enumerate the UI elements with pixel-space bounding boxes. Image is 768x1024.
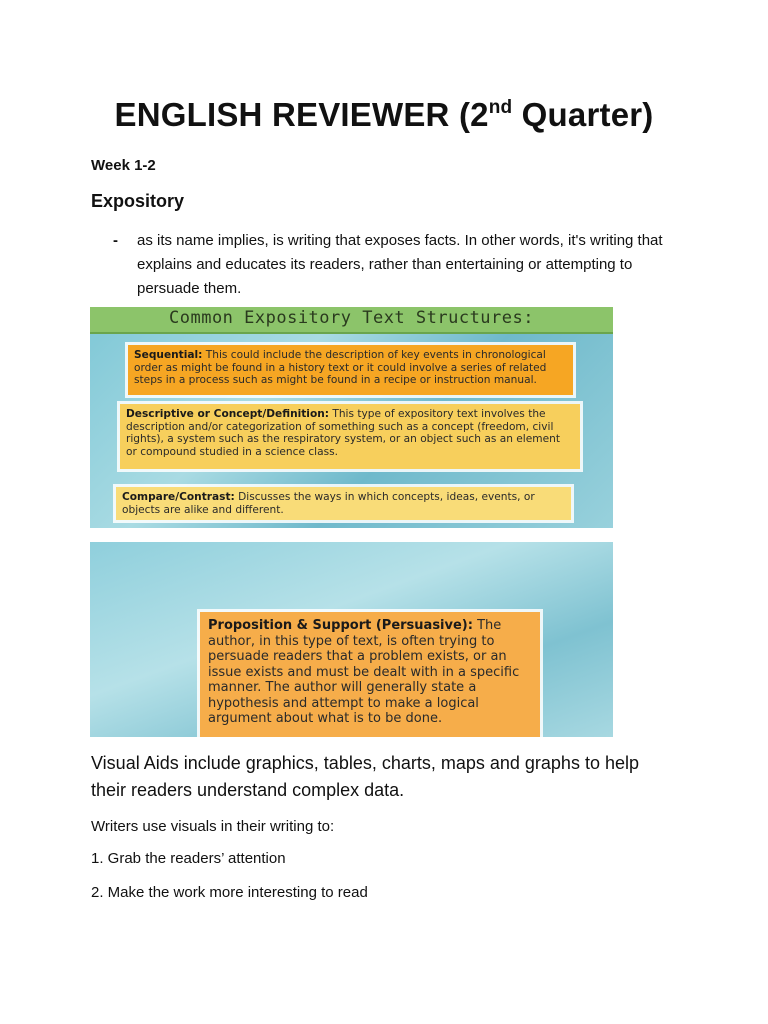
proposition-support-box	[200, 612, 540, 737]
sequential-text: This could include the description of key events in chronological order as might be found in a history text or it could involve a series of related steps in a process such as might be found in a recipe or instruction manual.	[134, 349, 547, 386]
expository-structures-infographic	[90, 307, 613, 737]
definition-text: as its name implies, is writing that exposes facts. In other words, it's writing that explains and educates its readers, rather than entertaining or attempting to persuade them.	[137, 232, 663, 297]
infographic-gap	[90, 528, 613, 542]
sequential-box	[128, 345, 573, 395]
week-label: Week 1-2	[91, 157, 156, 174]
visual-aids-paragraph: Visual Aids include graphics, tables, charts, maps and graphs to help their readers understand complex data.	[91, 753, 639, 800]
proposition-support-text: The author, in this type of text, is often trying to persuade readers that a problem exists, or an issue exists and must be dealt with in a specific manner. The author will generally state a hypothesis and attempt to make a logical argument about what is to be done.	[208, 618, 520, 726]
infographic-title: Common Expository Text Structures:	[169, 308, 534, 328]
sequential-label: Sequential:	[134, 349, 203, 361]
page-title	[0, 96, 768, 134]
infographic-title-band	[90, 307, 613, 334]
descriptive-label: Descriptive or Concept/Definition:	[126, 408, 329, 420]
section-heading: Expository	[91, 191, 185, 211]
descriptive-box	[120, 404, 580, 469]
bullet-dash: -	[113, 232, 118, 249]
compare-contrast-text: Discusses the ways in which concepts, ideas, events, or objects are alike and different.	[122, 491, 535, 516]
definition-bullet	[113, 229, 693, 301]
descriptive-text: This type of expository text involves the description and/or categorization of something such as a concept (freedom, civil rights), a system such as the respiratory system, or an object such as an element or compound studied in a science class.	[126, 408, 560, 458]
title-superscript: nd	[488, 97, 513, 118]
compare-contrast-label: Compare/Contrast:	[122, 491, 235, 503]
proposition-support-label: Proposition & Support (Persuasive):	[208, 618, 473, 633]
writers-intro: Writers use visuals in their writing to:	[91, 818, 335, 835]
compare-contrast-box	[116, 487, 571, 520]
infographic-top-panel	[90, 307, 613, 528]
infographic-bottom-panel	[90, 542, 613, 737]
list-item: 2. Make the work more interesting to read	[91, 884, 368, 901]
title-main: ENGLISH REVIEWER (2	[114, 96, 489, 133]
list-item: 1. Grab the readers’ attention	[91, 850, 286, 867]
title-tail: Quarter)	[512, 96, 654, 133]
